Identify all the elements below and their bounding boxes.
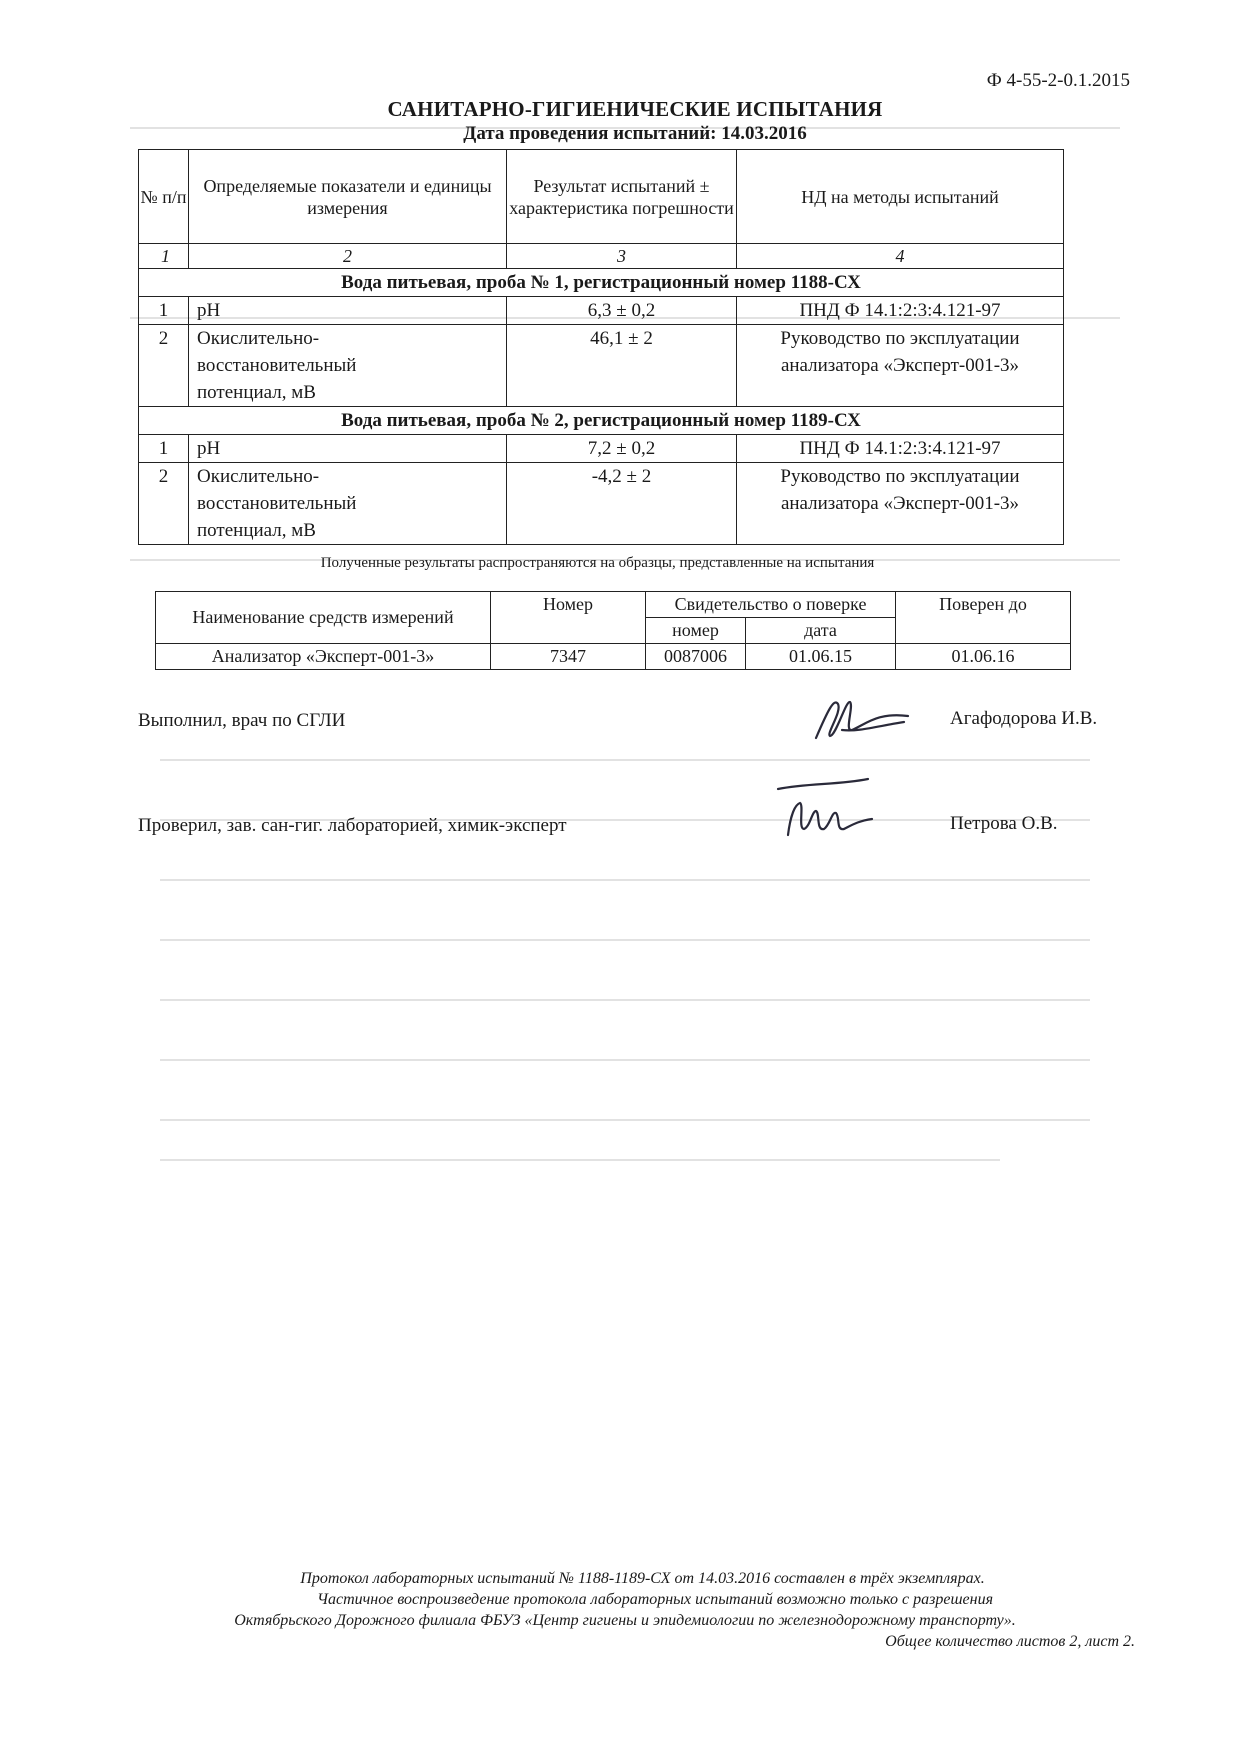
header-verified-until: Поверен до [896,592,1071,644]
section-title: Вода питьевая, проба № 1, регистрационный номер 1188-СХ [139,269,1064,297]
index-cell: 4 [737,244,1064,269]
section-header-row [139,269,1064,297]
footer-protocol-line: Протокол лабораторных испытаний № 1188-1189-СХ от 14.03.2016 составлен в трёх экземплярах. [300,1570,985,1587]
header-certificate: Свидетельство о поверке [646,592,896,618]
document-footer [0,1568,1240,1652]
performed-by-name: Агафодорова И.В. [950,708,1098,729]
header-result [507,150,737,244]
results-header-row [139,150,1064,244]
index-cell: 1 [139,244,189,269]
header-indicator-label: Определяемые показатели и единицы измерения [203,175,492,218]
document-title: САНИТАРНО-ГИГИЕНИЧЕСКИЕ ИСПЫТАНИЯ [387,97,883,121]
row-indicator: Окислительно-восстановительный потенциал, мВ [189,463,507,545]
row-result: 46,1 ± 2 [507,325,737,407]
instruments-header-row [156,592,1071,618]
instrument-verified-until: 01.06.16 [896,644,1071,670]
row-method: Руководство по эксплуатации анализатора «Эксперт-001-3» [737,325,1064,407]
header-num-label: № п/п [140,186,187,207]
footer-sheet-count: Общее количество листов 2, лист 2. [885,1633,1135,1650]
checked-by-name: Петрова О.В. [950,813,1058,834]
header-cert-number: номер [646,618,746,644]
instrument-number: 7347 [491,644,646,670]
header-instrument-number: Номер [491,592,646,644]
instruments-table [155,591,1071,670]
instrument-name: Анализатор «Эксперт-001-3» [156,644,491,670]
header-method [737,150,1064,244]
row-indicator: рН [189,435,507,463]
table-row [156,644,1071,670]
row-result: -4,2 ± 2 [507,463,737,545]
header-num [139,150,189,244]
index-cell: 3 [507,244,737,269]
row-method: ПНД Ф 14.1:2:3:4.121-97 [737,435,1064,463]
signature-performer-icon [808,690,918,748]
signature-checker-icon [768,775,888,847]
table-row [139,435,1064,463]
checked-by-label: Проверил, зав. сан-гиг. лабораторией, химик-эксперт [138,815,567,836]
index-row [139,244,1064,269]
header-cert-date: дата [746,618,896,644]
instrument-cert-date: 01.06.15 [746,644,896,670]
footer-organization-line: Октябрьского Дорожного филиала ФБУЗ «Центр гигиены и эпидемиологии по железнодорожному транспорту». [234,1612,1016,1629]
header-result-label: Результат испытаний ± характеристика погрешности [509,175,734,218]
row-result: 7,2 ± 0,2 [507,435,737,463]
performed-by-label: Выполнил, врач по СГЛИ [138,710,346,731]
row-method: ПНД Ф 14.1:2:3:4.121-97 [737,297,1064,325]
header-instrument-name: Наименование средств измерений [156,592,491,644]
table-row [139,463,1064,545]
instrument-cert-number: 0087006 [646,644,746,670]
row-result: 6,3 ± 0,2 [507,297,737,325]
table-row [139,297,1064,325]
row-num: 1 [139,297,189,325]
header-indicator [189,150,507,244]
table-row [139,325,1064,407]
section-header-row [139,407,1064,435]
row-indicator: Окислительно-восстановительный потенциал, мВ [189,325,507,407]
row-num: 2 [139,463,189,545]
row-method: Руководство по эксплуатации анализатора «Эксперт-001-3» [737,463,1064,545]
results-table [138,149,1064,545]
footer-reproduction-line: Частичное воспроизведение протокола лабораторных испытаний возможно только с разрешения [316,1591,994,1608]
test-date-heading: Дата проведения испытаний: 14.03.2016 [463,123,807,144]
row-num: 2 [139,325,189,407]
results-note: Полученные результаты распространяются на образцы, представленные на испытания [320,555,875,571]
row-num: 1 [139,435,189,463]
section-title: Вода питьевая, проба № 2, регистрационный номер 1189-СХ [139,407,1064,435]
row-indicator: рН [189,297,507,325]
form-code: Ф 4-55-2-0.1.2015 [986,70,1130,91]
header-method-label: НД на методы испытаний [801,186,999,207]
index-cell: 2 [189,244,507,269]
